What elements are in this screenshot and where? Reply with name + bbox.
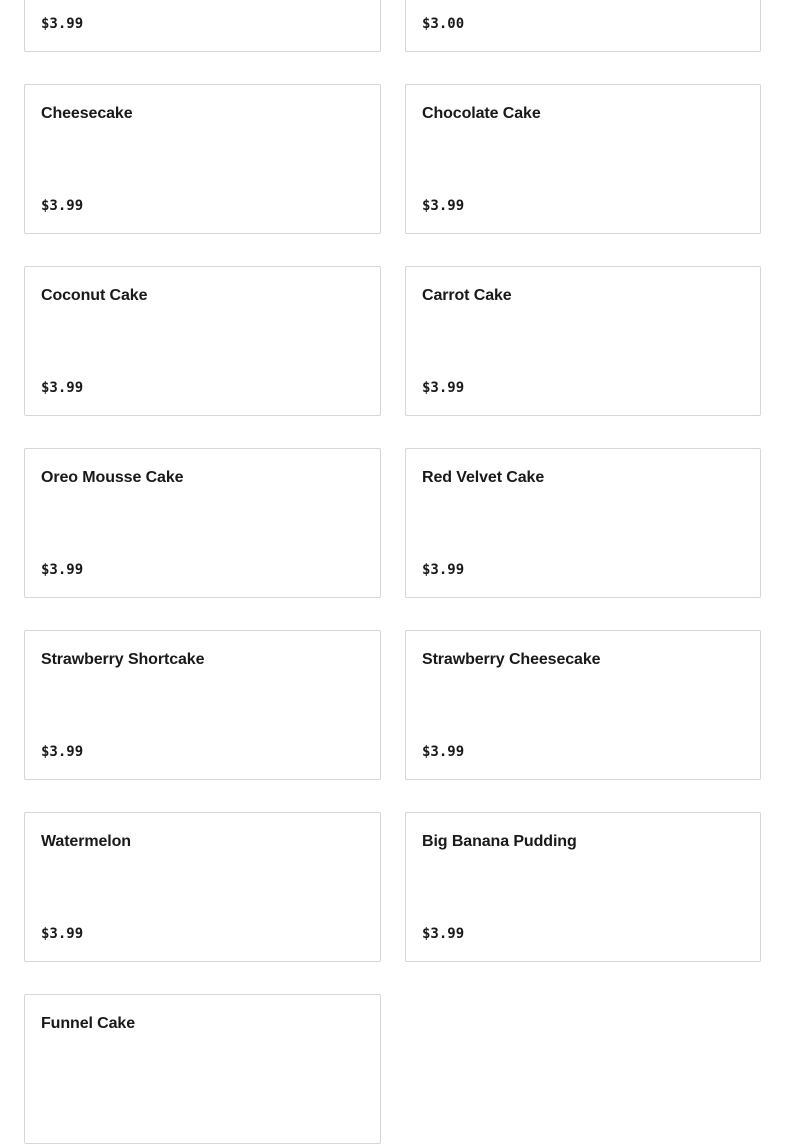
menu-item-price: $3.99 [422,198,465,214]
menu-item-price: $3.99 [41,926,84,942]
menu-item-card[interactable] [24,84,381,234]
menu-item-card[interactable] [405,266,761,416]
menu-item-name: Chocolate Cake [422,105,541,122]
menu-item-price: $3.00 [422,16,465,32]
menu-item-price: $3.99 [422,926,465,942]
menu-item-card[interactable] [24,812,381,962]
menu-item-name: Strawberry Shortcake [41,651,205,668]
menu-item-name: Red Velvet Cake [422,469,545,486]
menu-item-card[interactable] [405,812,761,962]
menu-item-card[interactable] [24,630,381,780]
menu-item-name: Funnel Cake [41,1015,136,1032]
menu-item-card[interactable] [24,448,381,598]
menu-item-price: $3.99 [41,16,84,32]
menu-item-price: $3.99 [422,744,465,760]
menu-item-name: Watermelon [41,833,131,850]
menu-item-name: Big Banana Pudding [422,833,577,850]
menu-item-price: $3.99 [41,198,84,214]
menu-item-card[interactable] [405,84,761,234]
menu-item-card[interactable] [405,630,761,780]
menu-item-name: Strawberry Cheesecake [422,651,601,668]
menu-item-grid [24,0,761,1144]
menu-item-name: Carrot Cake [422,287,512,304]
menu-item-name: Coconut Cake [41,287,148,304]
menu-item-price: $3.99 [41,562,84,578]
menu-item-name: Cheesecake [41,105,133,122]
menu-item-price: $3.99 [422,380,465,396]
menu-item-card[interactable] [24,0,381,52]
menu-item-price: $3.99 [41,744,84,760]
menu-item-name: Oreo Mousse Cake [41,469,184,486]
menu-item-card[interactable] [24,266,381,416]
menu-item-card[interactable] [24,994,381,1144]
menu-item-price: $3.99 [422,562,465,578]
menu-item-price: $3.99 [41,380,84,396]
menu-item-card[interactable] [405,0,761,52]
menu-item-card[interactable] [405,448,761,598]
